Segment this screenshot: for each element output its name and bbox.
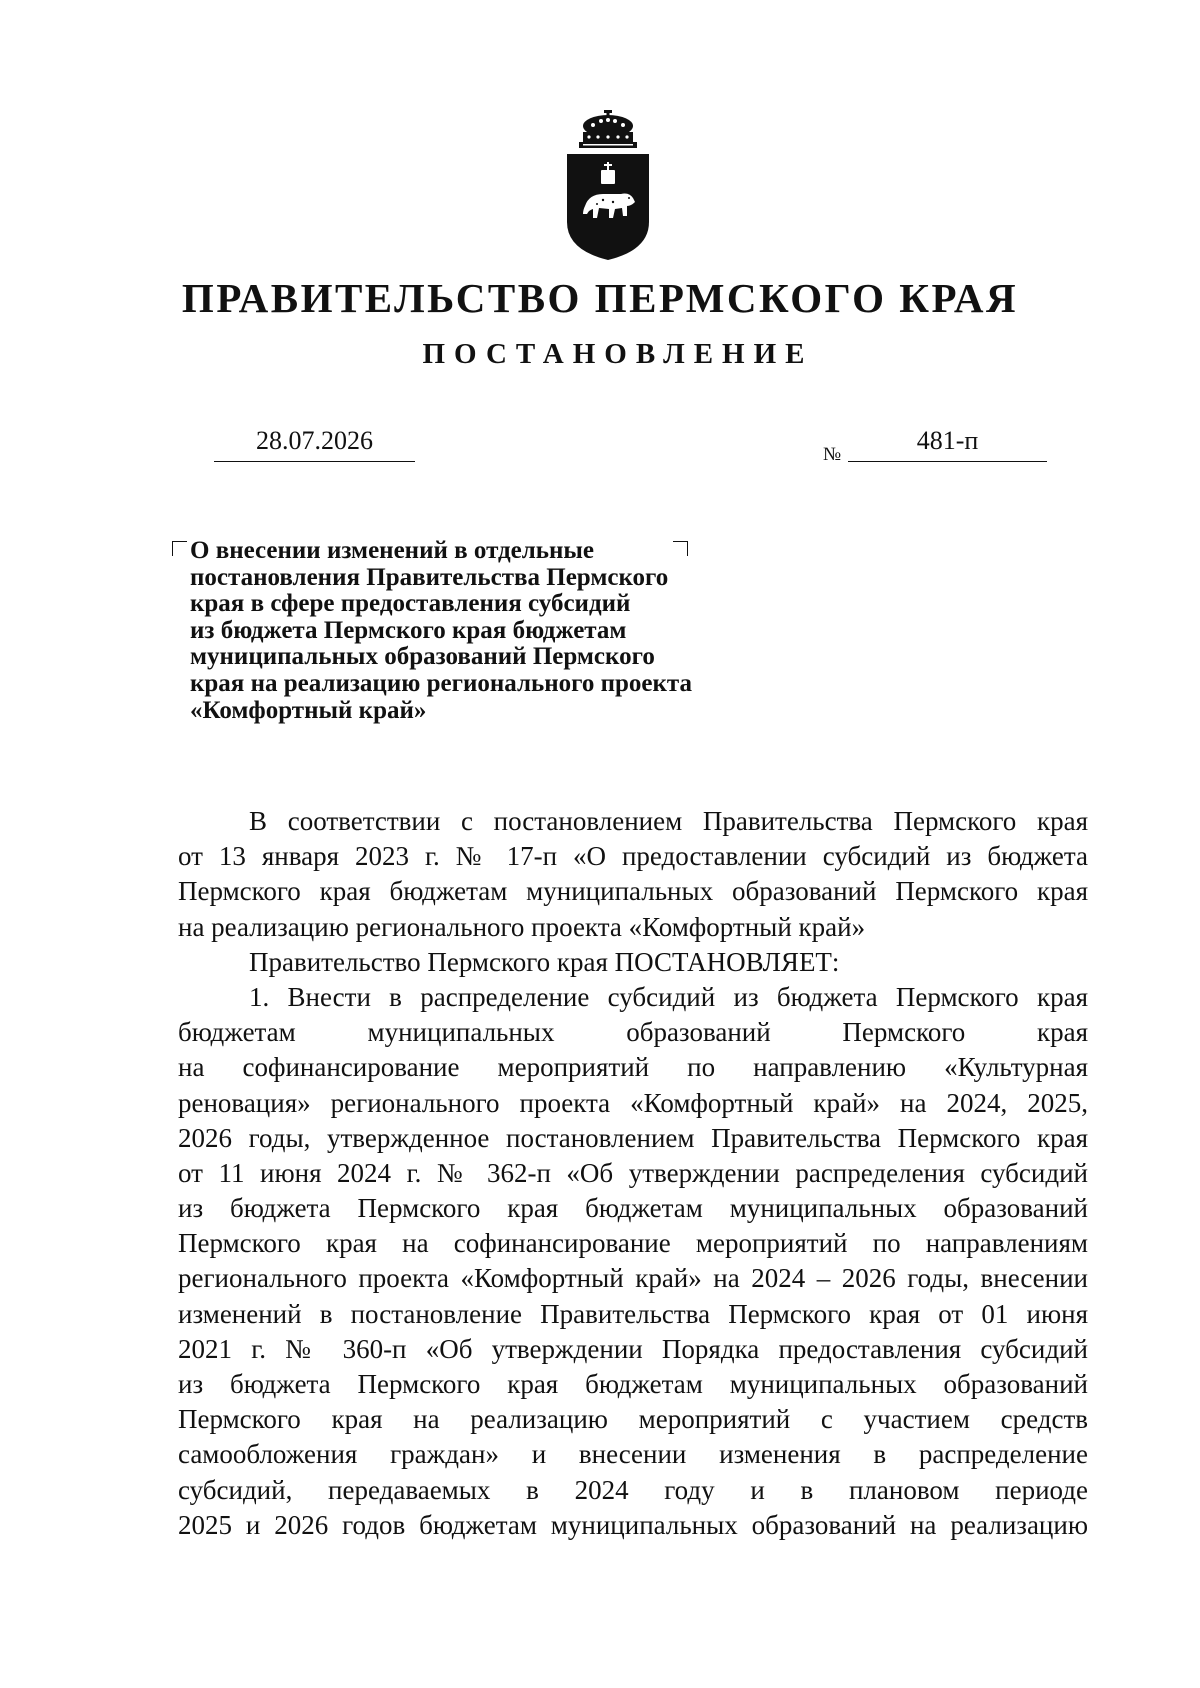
document-number: 481-п xyxy=(916,426,979,455)
subject-line: края в сфере предоставления субсидий xyxy=(190,590,631,618)
body-line: субсидий, передаваемых в 2024 году и в плановом периоде xyxy=(178,1474,1088,1505)
body-line: 2025 и 2026 годов бюджетам муниципальных образований на реализацию xyxy=(178,1509,1088,1540)
organization-title: ПРАВИТЕЛЬСТВО ПЕРМСКОГО КРАЯ xyxy=(181,275,1019,321)
body-line: бюджетам муниципальных образований Пермского края xyxy=(178,1017,1088,1048)
body-line: из бюджета Пермского края бюджетам муниципальных образований xyxy=(178,1193,1088,1224)
body-line: 2021 г. № 360-п «Об утверждении Порядка предоставления субсидий xyxy=(178,1333,1088,1364)
body-line: изменений в постановление Правительства Пермского края от 01 июня xyxy=(178,1298,1088,1329)
coat-of-arms-icon xyxy=(563,110,653,262)
subject-bracket-left xyxy=(172,541,187,556)
body-line: реновация» регионального проекта «Комфортный край» на 2024, 2025, xyxy=(178,1087,1088,1118)
body-line: из бюджета Пермского края бюджетам муниципальных образований xyxy=(178,1369,1088,1399)
subject-line: края на реализацию регионального проекта xyxy=(190,669,693,697)
body-line: Пермского края бюджетам муниципальных образований Пермского края xyxy=(178,876,1088,907)
body-line: самообложения граждан» и внесении изменения в распределение xyxy=(178,1439,1088,1470)
body-line: от 13 января 2023 г. № 17-п «О предоставлении субсидий из бюджета xyxy=(178,841,1088,872)
number-sign: № xyxy=(823,444,842,465)
body-line: от 11 июня 2024 г. № 362-п «Об утверждении распределения субсидий xyxy=(178,1157,1088,1188)
body-line: В соответствии с постановлением Правительства Пермского края xyxy=(249,806,1088,836)
document-body xyxy=(178,804,1088,1543)
number-underline xyxy=(848,461,1047,462)
document-subject xyxy=(190,538,790,724)
body-line: регионального проекта «Комфортный край» на 2024 – 2026 годы, внесении xyxy=(178,1263,1088,1294)
body-line: Пермского края на софинансирование мероприятий по направлениям xyxy=(178,1228,1088,1259)
date-underline xyxy=(214,461,415,462)
subject-line: постановления Правительства Пермского xyxy=(190,563,669,591)
subject-line: из бюджета Пермского края бюджетам xyxy=(190,616,627,644)
body-line: на софинансирование мероприятий по направлению «Культурная xyxy=(178,1052,1088,1083)
document-type: ПОСТАНОВЛЕНИЕ xyxy=(422,338,814,370)
body-line: Правительство Пермского края ПОСТАНОВЛЯЕТ: xyxy=(249,946,840,977)
subject-line: муниципальных образований Пермского xyxy=(190,643,655,671)
body-line: Пермского края на реализацию мероприятий с участием средств xyxy=(178,1404,1088,1435)
body-line: 1. Внести в распределение субсидий из бюджета Пермского края xyxy=(249,981,1088,1012)
document-date: 28.07.2026 xyxy=(256,426,373,455)
subject-line: «Комфортный край» xyxy=(190,696,427,724)
body-line: на реализацию регионального проекта «Комфортный край» xyxy=(178,911,866,942)
body-line: 2026 годы, утвержденное постановлением Правительства Пермского края xyxy=(178,1122,1088,1153)
subject-line: О внесении изменений в отдельные xyxy=(190,537,595,564)
